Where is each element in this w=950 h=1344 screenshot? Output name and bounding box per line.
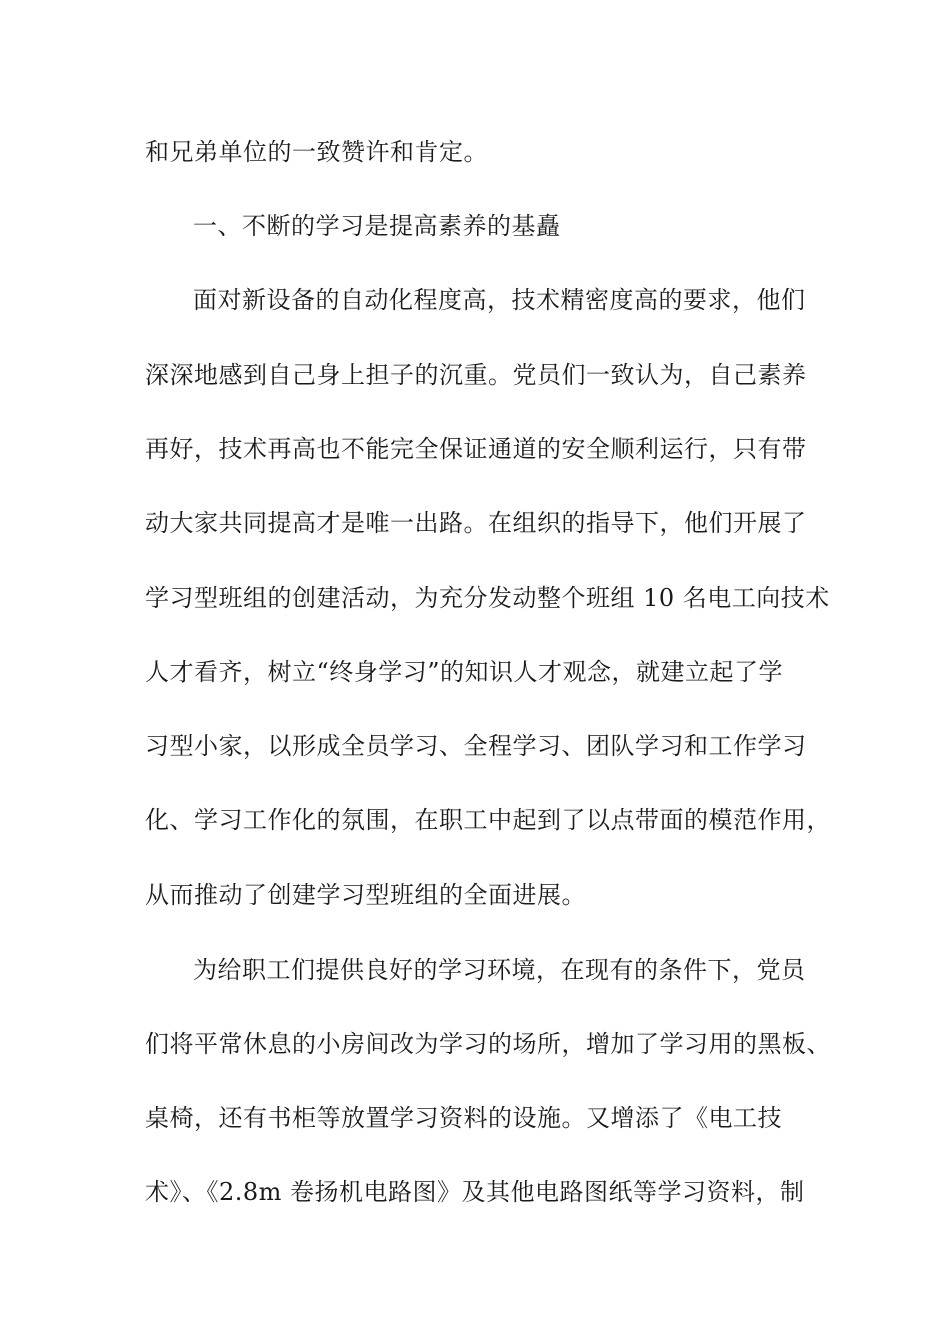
text-line: 习型小家，以形成全员学习、全程学习、团队学习和工作学习 [145, 732, 807, 760]
text-line: 人才看齐，树立“终身学习”的知识人才观念，就建立起了学 [145, 658, 784, 686]
text-line: 学习型班组的创建活动，为充分发动整个班组 10 名电工向技术 [145, 584, 830, 612]
text-line: 桌椅，还有书柜等放置学习资料的设施。又增添了《电工技 [145, 1104, 782, 1132]
text-line: 们将平常休息的小房间改为学习的场所，增加了学习用的黑板、 [145, 1030, 831, 1058]
text-line: 为给职工们提供良好的学习环境，在现有的条件下，党员 [193, 956, 806, 984]
text-line: 和兄弟单位的一致赞许和肯定。 [145, 138, 488, 166]
text-line: 动大家共同提高才是唯一出路。在组织的指导下，他们开展了 [145, 509, 807, 537]
text-line: 术》、《2.8m 卷扬机电路图》及其他电路图纸等学习资料，制 [145, 1178, 805, 1206]
text-line: 面对新设备的自动化程度高，技术精密度高的要求，他们 [193, 286, 806, 314]
section-heading: 一、不断的学习是提高素养的基矗 [193, 212, 561, 240]
text-line: 从而推动了创建学习型班组的全面进展。 [145, 881, 586, 909]
text-line: 化、学习工作化的氛围，在职工中起到了以点带面的模范作用， [145, 806, 831, 834]
text-line: 深深地感到自己身上担子的沉重。党员们一致认为，自己素养 [145, 361, 807, 389]
text-line: 再好，技术再高也不能完全保证通道的安全顺利运行，只有带 [145, 435, 807, 463]
